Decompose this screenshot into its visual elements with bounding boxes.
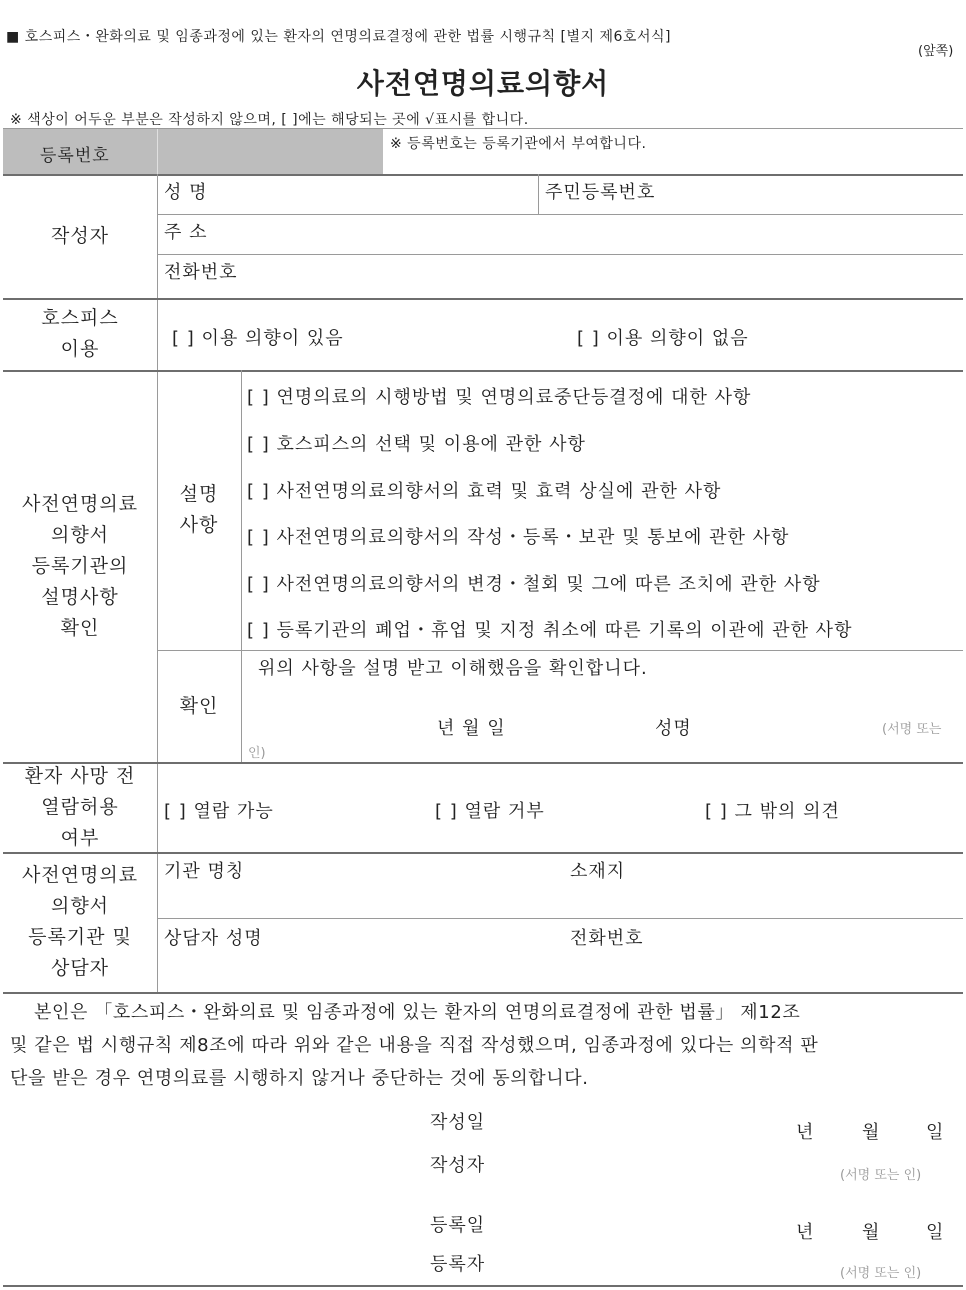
institution-label-line: 등록기관 및 — [28, 926, 132, 948]
institution-label-line: 의향서 — [50, 895, 110, 917]
explanation-item-checkbox[interactable]: [ ] 호스피스의 선택 및 이용에 관한 사항 — [247, 434, 586, 455]
confirm-signer-label: 성명 — [655, 718, 692, 739]
explanation-label-line: 설명사항 — [41, 585, 119, 608]
author-label: 작성자 — [50, 224, 110, 247]
divider — [538, 174, 539, 214]
form-reference: ■ 호스피스・완화의료 및 임종과정에 있는 환자의 연명의료결정에 관한 법률 시행규칙 [별지 제6호서식] — [6, 29, 671, 45]
reg-year: 년 — [796, 1222, 815, 1243]
page-side-label: (앞쪽) — [918, 44, 954, 59]
row-border — [157, 254, 963, 255]
confirm-text: 위의 사항을 설명 받고 이해했음을 확인합니다. — [258, 658, 648, 679]
hospice-label-line: 이용 — [60, 338, 100, 360]
row-border — [157, 918, 963, 919]
bottom-border — [3, 1285, 963, 1287]
institution-label-line: 사전연명의료 — [21, 864, 139, 886]
explanation-items-label — [157, 370, 241, 650]
reg-month: 월 — [862, 1222, 881, 1243]
author-sign-hint: (서명 또는 인) — [840, 1168, 922, 1183]
explanation-label-line: 등록기관의 — [31, 554, 129, 577]
row-border — [157, 214, 963, 215]
explanation-label-line: 의향서 — [50, 523, 110, 546]
registration-label: 등록번호 — [40, 146, 110, 166]
items-label-line: 설명 — [179, 483, 219, 505]
institution-label — [3, 852, 157, 992]
hospice-label — [3, 298, 157, 370]
hospice-no-checkbox[interactable]: [ ] 이용 의향이 없음 — [577, 328, 749, 349]
confirm-label: 확인 — [179, 694, 219, 717]
counselor-phone-label: 전화번호 — [570, 928, 644, 949]
explanation-item-checkbox[interactable]: [ ] 사전연명의료의향서의 작성・등록・보관 및 통보에 관한 사항 — [247, 527, 790, 548]
counselor-name-label: 상담자 성명 — [164, 928, 263, 949]
viewing-allow-checkbox[interactable]: [ ] 열람 가능 — [164, 801, 274, 822]
explanation-item-checkbox[interactable]: [ ] 사전연명의료의향서의 효력 및 효력 상실에 관한 사항 — [247, 481, 722, 502]
institution-name-label: 기관 명칭 — [164, 861, 245, 882]
explanation-label — [3, 370, 157, 762]
hospice-yes-checkbox[interactable]: [ ] 이용 의향이 있음 — [172, 328, 344, 349]
sign-hint: (서명 또는 — [882, 722, 942, 737]
reg-day: 일 — [926, 1222, 945, 1243]
declaration-line: 및 같은 법 시행규칙 제8조에 따라 위와 같은 내용을 직접 작성했으며, 임종과정에 있다는 의학적 판 — [10, 1035, 819, 1056]
written-date-label: 작성일 — [430, 1112, 486, 1133]
divider — [241, 370, 242, 762]
sign-hint: 인) — [248, 746, 266, 761]
author-sign-label: 작성자 — [430, 1155, 486, 1176]
explanation-item-checkbox[interactable]: [ ] 연명의료의 시행방법 및 연명의료중단등결정에 대한 사항 — [247, 387, 752, 408]
written-day: 일 — [926, 1122, 945, 1143]
explanation-item-checkbox[interactable]: [ ] 등록기관의 폐업・휴업 및 지정 취소에 따른 기록의 이관에 관한 사항 — [247, 620, 853, 641]
form-title: 사전연명의료의향서 — [356, 67, 610, 100]
instruction-note: ※ 색상이 어두운 부분은 작성하지 않으며, [ ]에는 해당되는 곳에 √표시를 합니다. — [10, 112, 529, 128]
items-label-line: 사항 — [179, 514, 219, 536]
author-name-label: 성 명 — [164, 182, 208, 203]
viewing-label-line: 환자 사망 전 — [24, 764, 136, 787]
confirm-date[interactable]: 년 월 일 — [437, 718, 506, 739]
author-rrn-label: 주민등록번호 — [545, 182, 656, 203]
hospice-label-line: 호스피스 — [41, 307, 119, 329]
written-month: 월 — [862, 1122, 881, 1143]
institution-location-label: 소재지 — [570, 861, 626, 882]
reg-date-label: 등록일 — [430, 1215, 486, 1236]
explanation-item-checkbox[interactable]: [ ] 사전연명의료의향서의 변경・철회 및 그에 따른 조치에 관한 사항 — [247, 574, 821, 595]
author-address-label: 주 소 — [164, 222, 208, 243]
author-phone-label: 전화번호 — [164, 262, 238, 283]
registrar-sign-hint: (서명 또는 인) — [840, 1266, 922, 1281]
row-border — [3, 992, 963, 994]
viewing-deny-checkbox[interactable]: [ ] 열람 거부 — [435, 801, 545, 822]
written-year: 년 — [796, 1122, 815, 1143]
viewing-other-checkbox[interactable]: [ ] 그 밖의 의견 — [705, 801, 840, 822]
declaration-line: 본인은 「호스피스・완화의료 및 임종과정에 있는 환자의 연명의료결정에 관한 법률」 제12조 — [34, 1002, 801, 1023]
row-border — [157, 650, 963, 651]
viewing-label-line: 열람허용 — [41, 795, 119, 818]
registration-note: ※ 등록번호는 등록기관에서 부여합니다. — [390, 136, 647, 152]
viewing-label-line: 여부 — [60, 826, 100, 849]
explanation-label-line: 확인 — [60, 616, 100, 639]
institution-label-line: 상담자 — [50, 957, 110, 979]
divider — [157, 129, 158, 174]
declaration-line: 단을 받은 경우 연명의료를 시행하지 않거나 중단하는 것에 동의합니다. — [10, 1068, 589, 1089]
explanation-label-line: 사전연명의료 — [21, 492, 139, 515]
viewing-label — [3, 762, 157, 852]
registrar-sign-label: 등록자 — [430, 1254, 486, 1275]
